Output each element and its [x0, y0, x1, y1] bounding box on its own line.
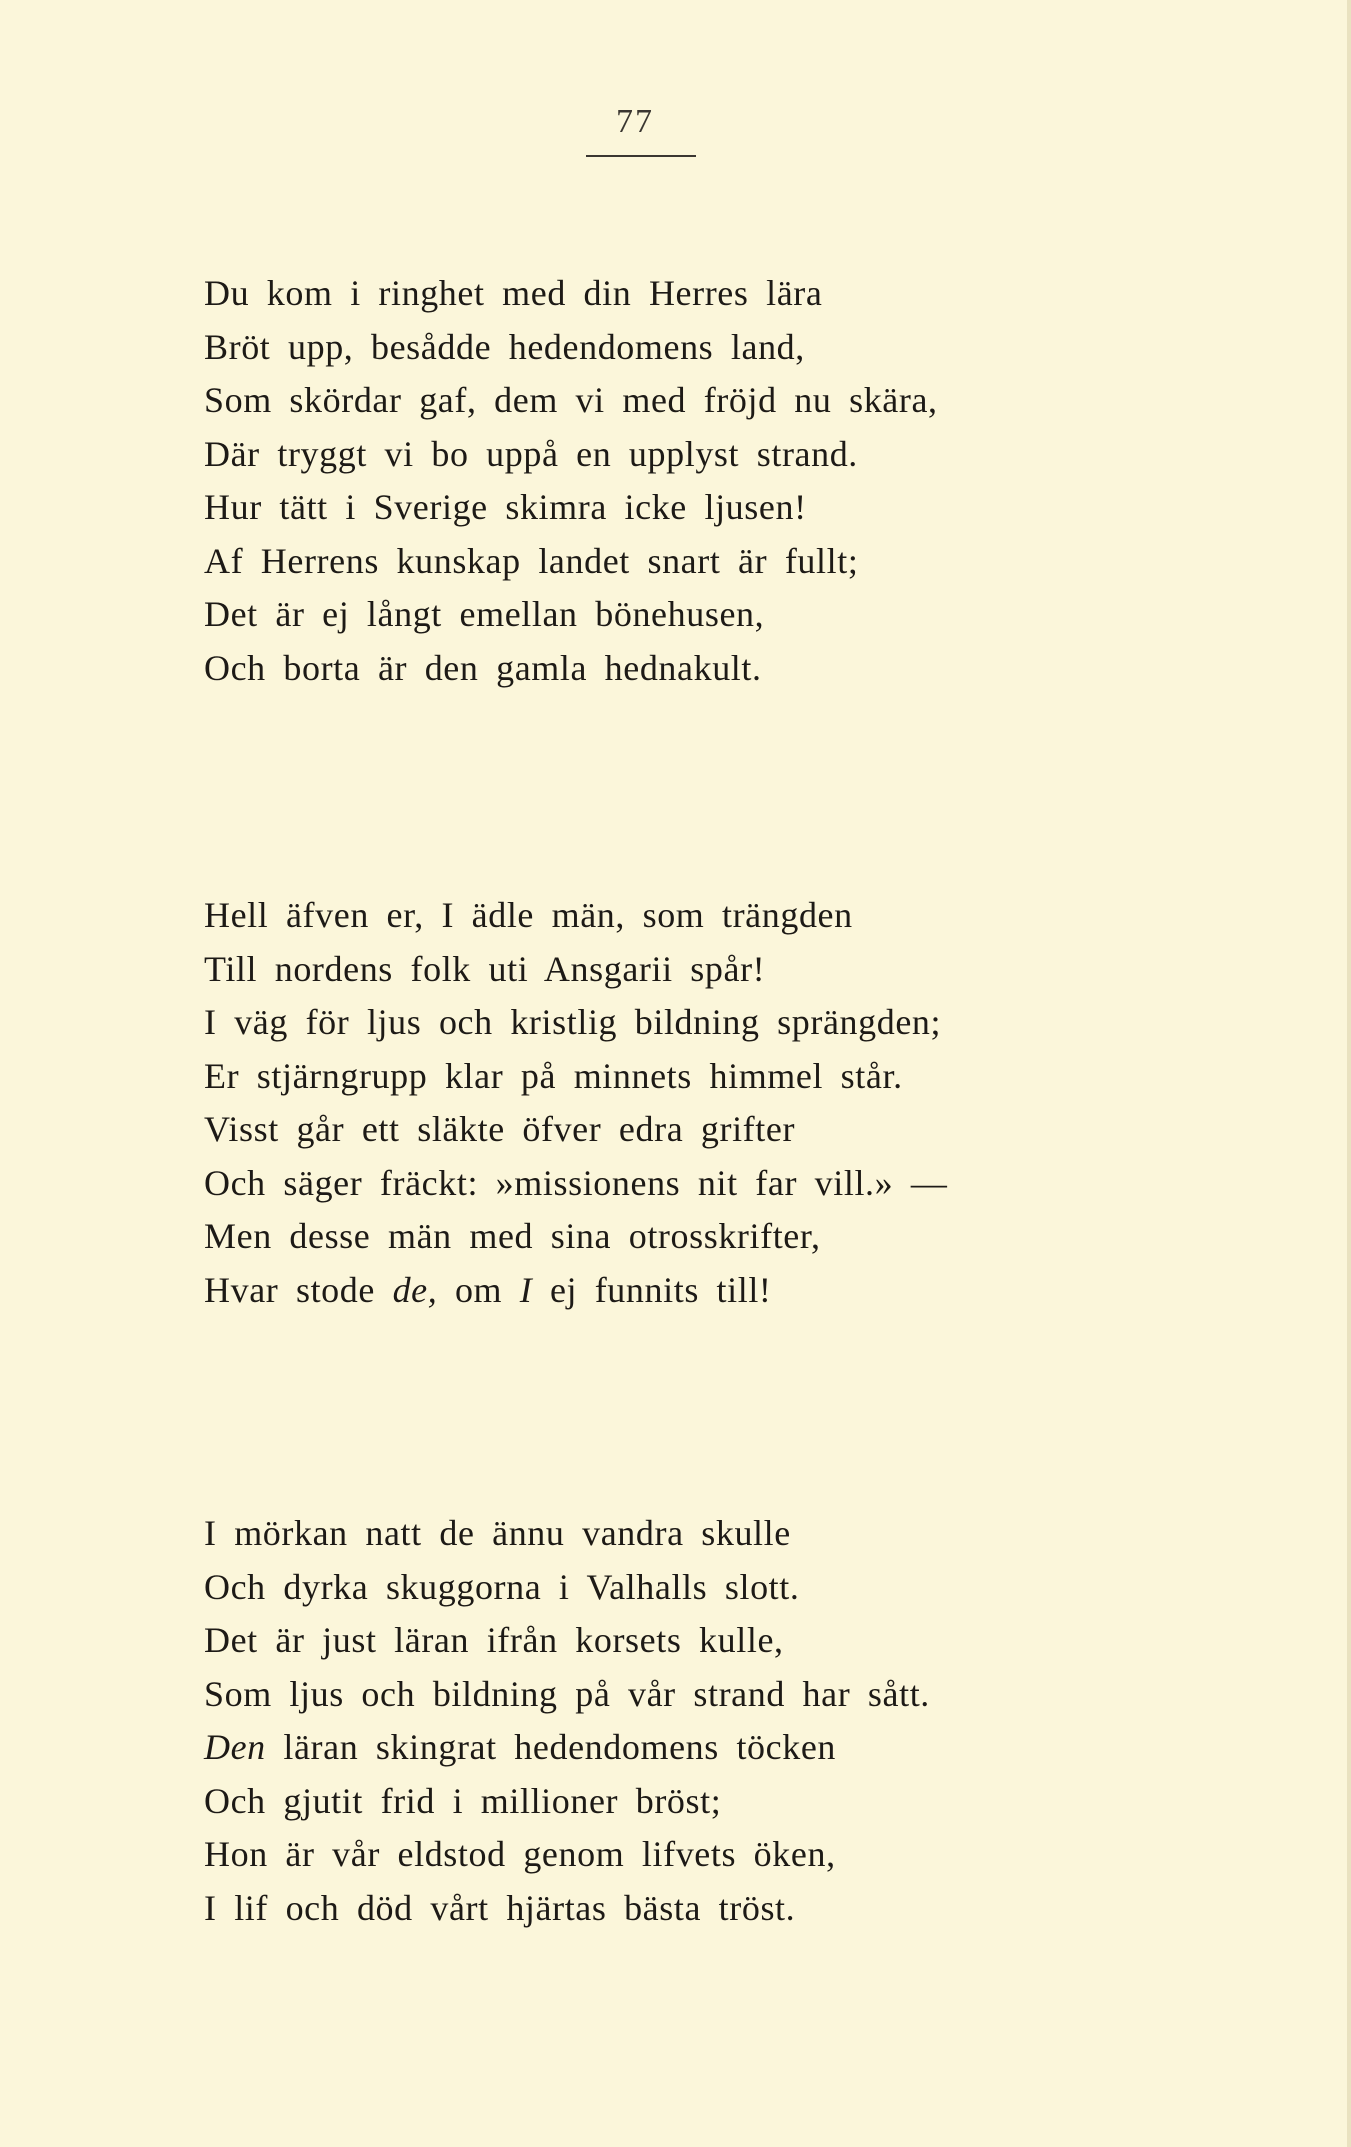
verse-line: Er stjärngrupp klar på minnets himmel står. — [204, 1055, 903, 1096]
page-number-rule — [586, 155, 696, 157]
verse-line: Som skördar gaf, dem vi med fröjd nu skära, — [204, 380, 938, 420]
verse-line: I mörkan natt de ännu vandra skulle — [204, 1513, 791, 1553]
verse-line-mixed — [204, 1721, 1264, 1775]
verse-line: Där tryggt vi bo uppå en upplyst strand. — [204, 433, 858, 474]
page-number: 77 — [616, 103, 654, 140]
stanza-3 — [204, 1507, 1264, 1935]
verse-line: Visst går ett släkte öfver edra grifter — [204, 1109, 796, 1149]
text-run: ej funnits till! — [532, 1269, 772, 1310]
verse-line: Men desse män med sina otrosskrifter, — [204, 1216, 821, 1256]
stanza-2 — [204, 889, 1264, 1317]
verse-line: Hell äfven er, I ädle män, som trängden — [204, 895, 853, 935]
italic-run: de, — [392, 1269, 438, 1310]
stanza-1 — [204, 267, 1264, 695]
verse-line: Och gjutit frid i millioner bröst; — [204, 1780, 722, 1821]
verse-line: Af Herrens kunskap landet snart är fullt; — [204, 540, 859, 581]
verse-line-mixed — [204, 1264, 1264, 1318]
text-run: Hvar stode — [204, 1269, 393, 1310]
verse-line: Till nordens folk uti Ansgarii spår! — [204, 948, 766, 989]
verse-line: I väg för ljus och kristlig bildning sprängden; — [204, 1002, 942, 1042]
verse-line: Och dyrka skuggorna i Valhalls slott. — [204, 1566, 800, 1607]
italic-run: I — [519, 1269, 533, 1310]
page-edge — [1347, 0, 1351, 2147]
verse-line: Hur tätt i Sverige skimra icke ljusen! — [204, 487, 807, 527]
text-run: läran skingrat hedendomens töcken — [265, 1727, 837, 1767]
verse-line: Det är ej långt emellan bönehusen, — [204, 594, 765, 634]
verse-line: Och borta är den gamla hednakult. — [204, 647, 762, 688]
verse-line: Det är just läran ifrån korsets kulle, — [204, 1620, 784, 1660]
verse-line: Du kom i ringhet med din Herres lära — [204, 273, 823, 313]
text-run: om — [437, 1269, 520, 1310]
verse-line: Som ljus och bildning på vår strand har sått. — [204, 1673, 930, 1714]
italic-run: Den — [204, 1727, 266, 1767]
verse-line: I lif och död vårt hjärtas bästa tröst. — [204, 1887, 796, 1928]
verse-line: Bröt upp, besådde hedendomens land, — [204, 326, 805, 367]
verse-line: Och säger fräckt: »missionens nit far vill.» — — [204, 1162, 948, 1203]
verse-line: Hon är vår eldstod genom lifvets öken, — [204, 1834, 836, 1874]
